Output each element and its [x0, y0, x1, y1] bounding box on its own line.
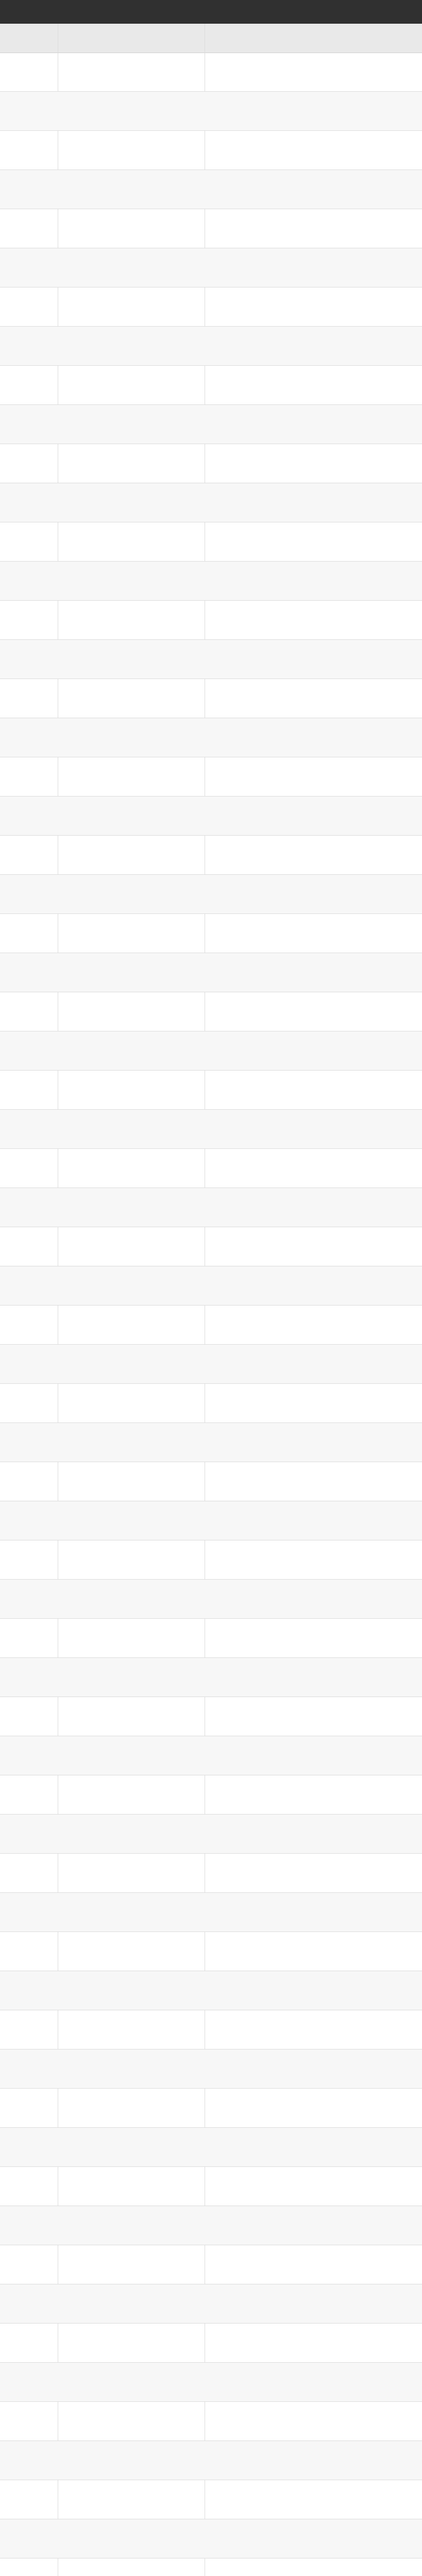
- card-category-cell: [0, 914, 58, 953]
- card-category-cell: [0, 2010, 58, 2049]
- table-row: [0, 2128, 422, 2167]
- card-name-cell: [58, 679, 205, 718]
- card-name-cell: [58, 131, 205, 170]
- card-name-cell: [58, 1540, 205, 1579]
- card-category-cell: [0, 483, 58, 522]
- table-row: [0, 2402, 422, 2441]
- card-effect-cell: [205, 1619, 422, 1657]
- card-name-cell: [58, 1071, 205, 1109]
- card-category-cell: [0, 1345, 58, 1383]
- card-name-cell: [58, 562, 205, 600]
- table-row: [0, 562, 422, 601]
- card-effect-cell: [205, 1266, 422, 1305]
- card-effect-cell: [205, 1306, 422, 1344]
- card-category-cell: [0, 1423, 58, 1462]
- card-effect-cell: [205, 992, 422, 1031]
- card-category-cell: [0, 2324, 58, 2362]
- card-effect-cell: [205, 287, 422, 326]
- card-name-cell: [58, 92, 205, 130]
- table-row: [0, 1345, 422, 1384]
- card-effect-cell: [205, 1697, 422, 1736]
- card-category-cell: [0, 92, 58, 130]
- card-effect-cell: [205, 2245, 422, 2284]
- table-row: [0, 2441, 422, 2480]
- card-category-cell: [0, 1619, 58, 1657]
- card-category-cell: [0, 1540, 58, 1579]
- table-row: [0, 1384, 422, 1423]
- table-row: [0, 1854, 422, 1893]
- card-effect-cell: [205, 1462, 422, 1501]
- card-effect-cell: [205, 483, 422, 522]
- card-effect-cell: [205, 131, 422, 170]
- card-name-cell: [58, 444, 205, 483]
- card-category-cell: [0, 170, 58, 209]
- card-effect-cell: [205, 1815, 422, 1853]
- table-row: [0, 1893, 422, 1932]
- card-name-cell: [58, 2363, 205, 2401]
- card-effect-cell: [205, 2128, 422, 2166]
- column-header-3: [205, 24, 422, 53]
- card-name-cell: [58, 1462, 205, 1501]
- table-row: [0, 601, 422, 640]
- table-row: [0, 1149, 422, 1188]
- card-name-cell: [58, 2245, 205, 2284]
- card-category-cell: [0, 2089, 58, 2127]
- card-effect-cell: [205, 1345, 422, 1383]
- table-row: [0, 1306, 422, 1345]
- card-name-cell: [58, 2324, 205, 2362]
- card-name-cell: [58, 875, 205, 913]
- card-name-cell: [58, 2049, 205, 2088]
- table-row: [0, 1462, 422, 1501]
- card-name-cell: [58, 2010, 205, 2049]
- card-category-cell: [0, 953, 58, 992]
- card-name-cell: [58, 718, 205, 757]
- card-name-cell: [58, 2128, 205, 2166]
- card-effect-cell: [205, 1971, 422, 2010]
- card-category-cell: [0, 444, 58, 483]
- card-name-cell: [58, 1775, 205, 1814]
- card-name-cell: [58, 2519, 205, 2558]
- table-row: [0, 170, 422, 209]
- card-effect-cell: [205, 2010, 422, 2049]
- card-category-cell: [0, 2206, 58, 2245]
- table-row: [0, 2324, 422, 2363]
- card-category-cell: [0, 405, 58, 444]
- card-name-cell: [58, 2558, 205, 2576]
- card-effect-cell: [205, 1227, 422, 1266]
- card-effect-cell: [205, 522, 422, 561]
- card-effect-cell: [205, 2167, 422, 2206]
- card-category-cell: [0, 1580, 58, 1618]
- card-name-cell: [58, 1658, 205, 1697]
- card-name-cell: [58, 1893, 205, 1931]
- card-category-cell: [0, 1697, 58, 1736]
- table-row: [0, 1423, 422, 1462]
- card-name-cell: [58, 836, 205, 874]
- card-category-cell: [0, 2402, 58, 2441]
- card-category-cell: [0, 1071, 58, 1109]
- table-row: [0, 92, 422, 131]
- card-category-cell: [0, 2167, 58, 2206]
- card-effect-cell: [205, 2402, 422, 2441]
- card-effect-cell: [205, 1658, 422, 1697]
- table-row: [0, 1775, 422, 1815]
- table-row: [0, 209, 422, 248]
- card-name-cell: [58, 1149, 205, 1188]
- card-category-cell: [0, 1854, 58, 1892]
- card-effect-cell: [205, 209, 422, 248]
- card-effect-cell: [205, 601, 422, 639]
- card-effect-cell: [205, 2480, 422, 2519]
- card-effect-cell: [205, 2284, 422, 2323]
- table-row: [0, 53, 422, 92]
- table-row: [0, 2167, 422, 2206]
- card-effect-cell: [205, 248, 422, 287]
- card-effect-cell: [205, 914, 422, 953]
- table-row: [0, 366, 422, 405]
- card-effect-cell: [205, 796, 422, 835]
- table-row: [0, 444, 422, 483]
- card-name-cell: [58, 2480, 205, 2519]
- card-effect-cell: [205, 1736, 422, 1775]
- table-row: [0, 483, 422, 522]
- card-category-cell: [0, 2128, 58, 2166]
- card-name-cell: [58, 522, 205, 561]
- table-row: [0, 327, 422, 366]
- card-category-cell: [0, 1775, 58, 1814]
- table-row: [0, 522, 422, 562]
- table-row: [0, 992, 422, 1031]
- card-effect-cell: [205, 1423, 422, 1462]
- card-name-cell: [58, 1815, 205, 1853]
- card-name-cell: [58, 1501, 205, 1540]
- table-row: [0, 1736, 422, 1775]
- table-row: [0, 2245, 422, 2284]
- table-row: [0, 1540, 422, 1580]
- card-name-cell: [58, 2441, 205, 2480]
- table-row: [0, 679, 422, 718]
- table-row: [0, 1031, 422, 1071]
- card-name-cell: [58, 2206, 205, 2245]
- table-row: [0, 757, 422, 796]
- card-effect-cell: [205, 444, 422, 483]
- card-category-cell: [0, 366, 58, 404]
- card-name-cell: [58, 366, 205, 404]
- column-header-1: [0, 24, 58, 53]
- table-row: [0, 2519, 422, 2558]
- card-category-cell: [0, 1893, 58, 1931]
- card-name-cell: [58, 953, 205, 992]
- card-category-cell: [0, 2284, 58, 2323]
- card-category-cell: [0, 1149, 58, 1188]
- card-name-cell: [58, 1384, 205, 1422]
- card-name-cell: [58, 914, 205, 953]
- card-name-cell: [58, 287, 205, 326]
- card-category-cell: [0, 2441, 58, 2480]
- card-name-cell: [58, 248, 205, 287]
- card-effect-cell: [205, 640, 422, 679]
- table-row: [0, 914, 422, 953]
- card-name-cell: [58, 1188, 205, 1227]
- card-effect-cell: [205, 718, 422, 757]
- card-name-cell: [58, 2402, 205, 2441]
- card-category-cell: [0, 640, 58, 679]
- table-row: [0, 640, 422, 679]
- table-row: [0, 1501, 422, 1540]
- card-name-cell: [58, 483, 205, 522]
- card-category-cell: [0, 1932, 58, 1971]
- card-effect-cell: [205, 1580, 422, 1618]
- card-name-cell: [58, 1619, 205, 1657]
- card-effect-cell: [205, 1854, 422, 1892]
- card-category-cell: [0, 327, 58, 365]
- card-effect-cell: [205, 836, 422, 874]
- card-effect-cell: [205, 170, 422, 209]
- table-row: [0, 405, 422, 444]
- table-row: [0, 1932, 422, 1971]
- card-effect-cell: [205, 2049, 422, 2088]
- card-category-cell: [0, 1462, 58, 1501]
- card-effect-cell: [205, 953, 422, 992]
- card-category-cell: [0, 1031, 58, 1070]
- table-row: [0, 287, 422, 327]
- card-effect-cell: [205, 2558, 422, 2576]
- card-effect-cell: [205, 1110, 422, 1148]
- card-category-cell: [0, 2480, 58, 2519]
- card-name-cell: [58, 1736, 205, 1775]
- card-category-cell: [0, 1736, 58, 1775]
- card-category-cell: [0, 287, 58, 326]
- card-name-cell: [58, 1306, 205, 1344]
- table-row: [0, 248, 422, 287]
- card-category-cell: [0, 1188, 58, 1227]
- table-row: [0, 1071, 422, 1110]
- card-effect-cell: [205, 1149, 422, 1188]
- table-row: [0, 2558, 422, 2576]
- card-name-cell: [58, 1345, 205, 1383]
- table-row: [0, 1110, 422, 1149]
- card-category-cell: [0, 1227, 58, 1266]
- table-row: [0, 718, 422, 757]
- card-category-cell: [0, 522, 58, 561]
- table-row: [0, 836, 422, 875]
- card-name-cell: [58, 601, 205, 639]
- card-category-cell: [0, 1110, 58, 1148]
- card-effect-cell: [205, 1540, 422, 1579]
- table-row: [0, 2363, 422, 2402]
- card-effect-cell: [205, 679, 422, 718]
- table-row: [0, 1188, 422, 1227]
- card-category-cell: [0, 875, 58, 913]
- table-row: [0, 953, 422, 992]
- card-effect-cell: [205, 2363, 422, 2401]
- card-effect-cell: [205, 2519, 422, 2558]
- card-effect-cell: [205, 1071, 422, 1109]
- card-name-cell: [58, 1854, 205, 1892]
- card-effect-cell: [205, 2324, 422, 2362]
- table-row: [0, 2049, 422, 2089]
- card-category-cell: [0, 601, 58, 639]
- card-effect-cell: [205, 366, 422, 404]
- card-category-cell: [0, 562, 58, 600]
- card-category-cell: [0, 1501, 58, 1540]
- card-effect-cell: [205, 1893, 422, 1931]
- card-category-cell: [0, 1306, 58, 1344]
- table-row: [0, 2480, 422, 2519]
- table-row: [0, 1266, 422, 1306]
- card-name-cell: [58, 327, 205, 365]
- card-name-cell: [58, 2167, 205, 2206]
- card-category-cell: [0, 1815, 58, 1853]
- card-category-cell: [0, 2363, 58, 2401]
- card-effect-cell: [205, 2206, 422, 2245]
- card-category-cell: [0, 836, 58, 874]
- table-row: [0, 796, 422, 836]
- table-row: [0, 1580, 422, 1619]
- table-row: [0, 1697, 422, 1736]
- table-header: [0, 24, 422, 53]
- card-name-cell: [58, 1971, 205, 2010]
- card-category-cell: [0, 2558, 58, 2576]
- table-row: [0, 1227, 422, 1266]
- column-header-2: [58, 24, 205, 53]
- card-name-cell: [58, 1031, 205, 1070]
- card-category-cell: [0, 718, 58, 757]
- card-category-cell: [0, 1384, 58, 1422]
- card-effect-cell: [205, 2089, 422, 2127]
- card-effect-cell: [205, 327, 422, 365]
- card-name-cell: [58, 2089, 205, 2127]
- card-effect-cell: [205, 1031, 422, 1070]
- card-effect-cell: [205, 1501, 422, 1540]
- card-name-cell: [58, 1227, 205, 1266]
- table-row: [0, 2284, 422, 2324]
- card-name-cell: [58, 1110, 205, 1148]
- card-name-cell: [58, 1580, 205, 1618]
- card-name-cell: [58, 1932, 205, 1971]
- card-category-cell: [0, 1266, 58, 1305]
- card-effect-cell: [205, 2441, 422, 2480]
- card-category-cell: [0, 2245, 58, 2284]
- card-effect-cell: [205, 92, 422, 130]
- card-category-cell: [0, 796, 58, 835]
- table-row: [0, 2010, 422, 2049]
- table-row: [0, 2089, 422, 2128]
- card-name-cell: [58, 640, 205, 679]
- card-effect-cell: [205, 1775, 422, 1814]
- card-category-cell: [0, 209, 58, 248]
- card-name-cell: [58, 1697, 205, 1736]
- card-category-cell: [0, 1971, 58, 2010]
- card-name-cell: [58, 170, 205, 209]
- card-name-cell: [58, 209, 205, 248]
- table-row: [0, 2206, 422, 2245]
- card-effect-cell: [205, 1188, 422, 1227]
- card-name-cell: [58, 757, 205, 796]
- card-category-cell: [0, 2519, 58, 2558]
- card-category-cell: [0, 2049, 58, 2088]
- card-effect-cell: [205, 562, 422, 600]
- card-name-cell: [58, 1266, 205, 1305]
- table-row: [0, 1971, 422, 2010]
- table-row: [0, 1658, 422, 1697]
- table-row: [0, 1815, 422, 1854]
- card-effect-cell: [205, 1932, 422, 1971]
- card-name-cell: [58, 1423, 205, 1462]
- card-effect-cell: [205, 875, 422, 913]
- page-title: [0, 0, 422, 24]
- card-name-cell: [58, 53, 205, 91]
- card-table: [0, 53, 422, 2576]
- table-row: [0, 875, 422, 914]
- card-category-cell: [0, 53, 58, 91]
- card-category-cell: [0, 992, 58, 1031]
- card-name-cell: [58, 992, 205, 1031]
- card-effect-cell: [205, 757, 422, 796]
- card-effect-cell: [205, 53, 422, 91]
- table-row: [0, 131, 422, 170]
- card-category-cell: [0, 131, 58, 170]
- card-name-cell: [58, 405, 205, 444]
- card-name-cell: [58, 2284, 205, 2323]
- table-row: [0, 1619, 422, 1658]
- card-category-cell: [0, 757, 58, 796]
- card-category-cell: [0, 1658, 58, 1697]
- card-category-cell: [0, 248, 58, 287]
- card-name-cell: [58, 796, 205, 835]
- card-effect-cell: [205, 1384, 422, 1422]
- card-category-cell: [0, 679, 58, 718]
- card-effect-cell: [205, 405, 422, 444]
